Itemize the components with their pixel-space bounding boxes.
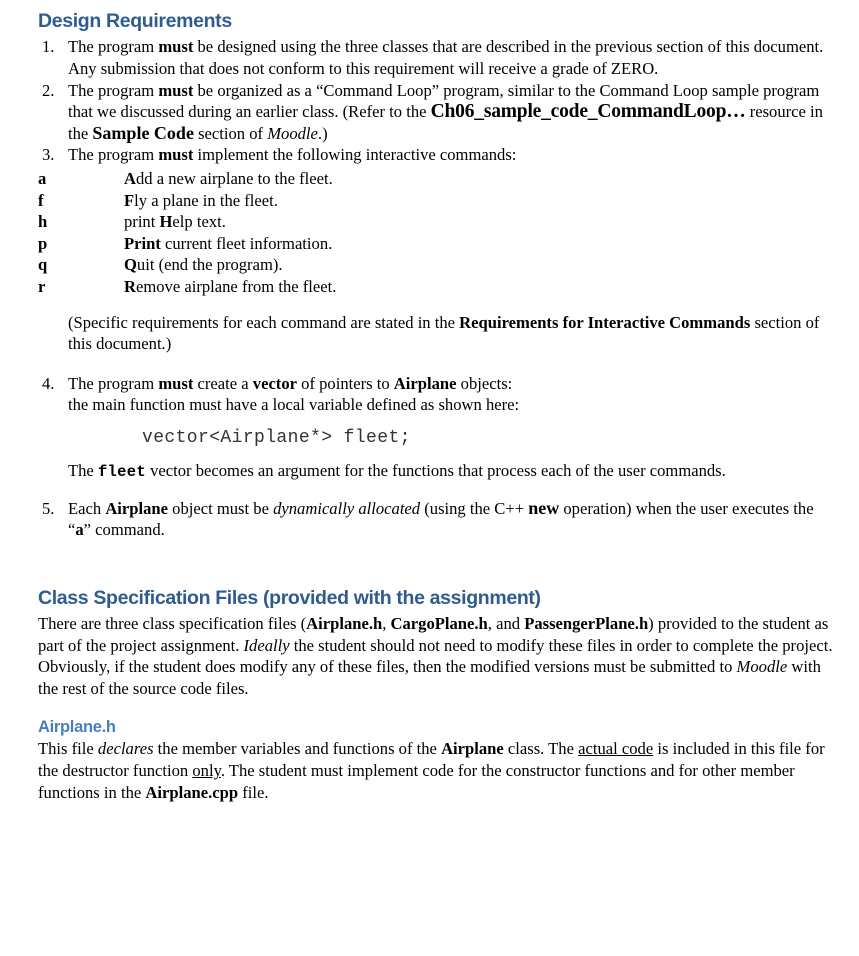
command-key: a xyxy=(38,168,47,188)
spacer xyxy=(38,541,838,587)
spacer xyxy=(38,700,838,718)
list-item-requirement-1 xyxy=(38,36,838,79)
requirement-2-text: The program must be organized as a “Command Loop” program, similar to the Command Loop sample program that we discussed during an earlier class. (Refer to the Ch06_sample_code_CommandLoop… resource in the Sample Code section of Moodle.) xyxy=(68,80,823,143)
list-marker: 4. xyxy=(42,373,55,393)
class-specification-paragraph: There are three class specification files (Airplane.h, CargoPlane.h, and PassengerPlane.h) provided to the student as part of the project assignment. Ideally the student should not need to modify these files in order to complete the project. Obviously, if the student does modify any of these files, then the modified versions must be submitted to Moodle with the rest of the source code files. xyxy=(38,614,833,698)
command-description: Quit (end the program). xyxy=(124,255,283,275)
list-marker: 2. xyxy=(42,80,55,100)
design-requirements-list xyxy=(38,36,838,166)
spacer xyxy=(38,416,838,426)
command-description: Print current fleet information. xyxy=(124,233,333,253)
command-mnemonic-letter: Q xyxy=(124,255,137,275)
interactive-commands-table xyxy=(38,168,336,298)
requirement-5-text: Each Airplane object must be dynamically allocated (using the C++ new operation) when the user executes the “a” command. xyxy=(68,497,814,540)
command-key: h xyxy=(38,212,48,232)
list-item-requirement-3 xyxy=(38,144,838,166)
spacer xyxy=(38,450,838,460)
command-key: q xyxy=(38,255,48,275)
requirement-4-text: The program must create a vector of pointers to Airplane objects: the main function must have a local variable defined as shown here: xyxy=(68,373,520,415)
command-description: Fly a plane in the fleet. xyxy=(124,190,278,210)
table-row xyxy=(38,190,336,212)
subsection-title-airplane-h: Airplane.h xyxy=(38,717,116,736)
command-description: Remove airplane from the fleet. xyxy=(124,276,337,296)
table-row xyxy=(38,276,336,298)
spacer xyxy=(38,298,838,312)
design-requirements-list-continued xyxy=(38,373,838,416)
code-block-vector-declaration: vector<Airplane*> fleet; xyxy=(142,427,411,448)
command-mnemonic-letter: H xyxy=(159,212,173,232)
page-title-class-specification-files: Class Specification Files (provided with the assignment) xyxy=(38,586,541,609)
design-requirements-list-continued-2 xyxy=(38,498,838,541)
command-description: Add a new airplane to the fleet. xyxy=(124,168,333,188)
command-mnemonic-letter: F xyxy=(124,190,135,210)
commands-note: (Specific requirements for each command are stated in the Requirements for Interactive Commands section of this document.) xyxy=(68,312,820,354)
list-item-requirement-4 xyxy=(38,373,838,416)
requirement-1-text: The program must be designed using the three classes that are described in the previous section of this document. Any submission that does not conform to this requirement will receive a grade of ZERO. xyxy=(68,37,824,79)
requirement-3-text: The program must implement the following interactive commands: xyxy=(68,145,517,165)
list-item-requirement-2 xyxy=(38,80,838,145)
command-description: print Help text. xyxy=(124,212,226,232)
document-content xyxy=(38,10,838,803)
airplane-h-paragraph: This file declares the member variables and functions of the Airplane class. The actual code is included in this file for the destructor function only. The student must implement code for the constructor functions and for other member functions in the Airplane.cpp file. xyxy=(38,739,825,802)
table-row xyxy=(38,233,336,255)
command-key: r xyxy=(38,276,46,296)
command-key: p xyxy=(38,233,48,253)
table-row xyxy=(38,168,336,190)
commands-table-body xyxy=(38,168,336,298)
spacer xyxy=(38,484,838,498)
command-key: f xyxy=(38,190,44,210)
page-title-design-requirements: Design Requirements xyxy=(38,10,232,32)
command-mnemonic-letter: A xyxy=(124,168,136,188)
command-mnemonic-letter: Print xyxy=(124,233,161,253)
list-item-requirement-5 xyxy=(38,498,838,541)
fleet-vector-paragraph: The fleet vector becomes an argument for the functions that process each of the user commands. xyxy=(68,460,726,481)
command-mnemonic-letter: R xyxy=(124,276,136,296)
spacer xyxy=(38,355,838,373)
list-marker: 3. xyxy=(42,145,55,165)
list-marker: 1. xyxy=(42,37,55,57)
list-marker: 5. xyxy=(42,498,55,518)
table-row xyxy=(38,211,336,233)
table-row xyxy=(38,254,336,276)
